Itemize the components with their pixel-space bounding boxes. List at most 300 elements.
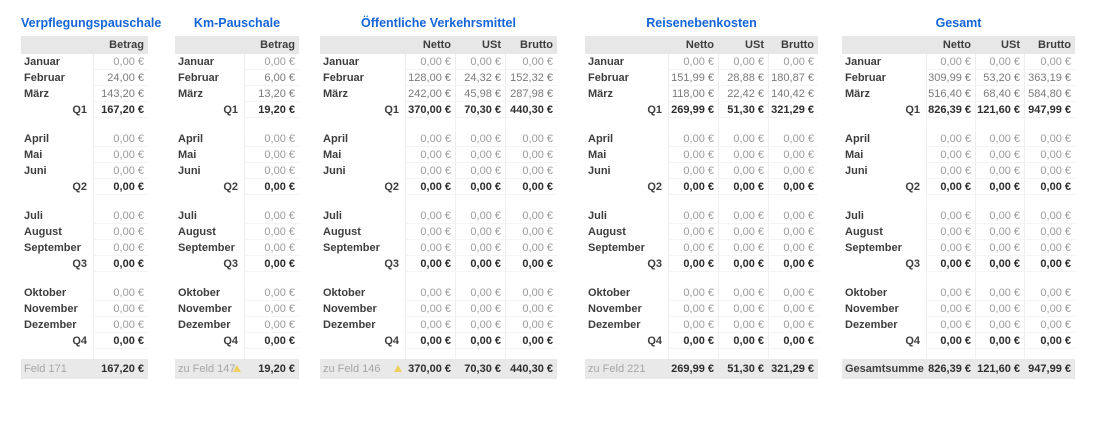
cell-value[interactable]: 0,00 € xyxy=(405,301,455,317)
month-label[interactable]: November xyxy=(24,303,78,315)
cell-value[interactable]: 0,00 € xyxy=(405,317,455,333)
month-label[interactable]: Februar xyxy=(24,72,65,84)
quarter-label[interactable]: Q1 xyxy=(647,104,662,116)
cell-value[interactable]: 0,00 € xyxy=(768,224,818,240)
cell-value[interactable]: 0,00 € xyxy=(1024,163,1075,179)
quarter-label[interactable]: Q1 xyxy=(384,104,399,116)
month-label[interactable]: Juli xyxy=(323,210,342,222)
quarter-total-value[interactable]: 0,00 € xyxy=(505,256,557,272)
quarter-total-value[interactable]: 51,30 € xyxy=(718,102,768,118)
quarter-total-value[interactable]: 121,60 € xyxy=(975,102,1024,118)
quarter-total-value[interactable]: 0,00 € xyxy=(405,256,455,272)
cell-value[interactable]: 0,00 € xyxy=(505,54,557,70)
quarter-label[interactable]: Q1 xyxy=(905,104,920,116)
cell-value[interactable]: 0,00 € xyxy=(93,163,148,179)
month-label[interactable]: Januar xyxy=(588,56,625,68)
cell-value[interactable]: 0,00 € xyxy=(244,163,299,179)
month-label[interactable]: Oktober xyxy=(588,287,631,299)
cell-value[interactable]: 0,00 € xyxy=(668,54,718,70)
spacer-row xyxy=(21,195,148,208)
month-label[interactable]: November xyxy=(323,303,377,315)
cell-value[interactable]: 22,42 € xyxy=(718,86,768,102)
cell-value[interactable]: 0,00 € xyxy=(668,285,718,301)
cell-value[interactable]: 0,00 € xyxy=(244,240,299,256)
header-spacer-cell[interactable] xyxy=(175,36,244,54)
column-header-netto[interactable]: Netto xyxy=(942,39,971,51)
cell-value[interactable]: 0,00 € xyxy=(975,224,1024,240)
month-label[interactable]: November xyxy=(178,303,232,315)
spacer-cell xyxy=(320,349,405,359)
month-label[interactable]: November xyxy=(845,303,899,315)
quarter-total-value[interactable]: 0,00 € xyxy=(668,179,718,195)
cell-value[interactable]: 0,00 € xyxy=(668,224,718,240)
month-label[interactable]: August xyxy=(178,226,216,238)
cell-value[interactable]: 0,00 € xyxy=(768,301,818,317)
cell-value[interactable]: 0,00 € xyxy=(405,240,455,256)
quarter-total-value[interactable]: 321,29 € xyxy=(768,102,818,118)
cell-value[interactable]: 0,00 € xyxy=(718,317,768,333)
cell-value[interactable]: 0,00 € xyxy=(244,224,299,240)
quarter-total-value[interactable]: 19,20 € xyxy=(244,102,299,118)
quarter-total-value[interactable]: 167,20 € xyxy=(93,102,148,118)
month-label[interactable]: März xyxy=(588,88,614,100)
cell-value[interactable]: 0,00 € xyxy=(1024,224,1075,240)
cell-value[interactable]: 24,00 € xyxy=(93,70,148,86)
cell-value[interactable]: 0,00 € xyxy=(926,163,975,179)
month-label[interactable]: Oktober xyxy=(845,287,888,299)
footer-total-value[interactable]: 321,29 € xyxy=(771,363,814,375)
cell-value[interactable]: 0,00 € xyxy=(244,208,299,224)
column-header-ust[interactable]: USt xyxy=(482,39,501,51)
cell-value[interactable]: 0,00 € xyxy=(718,147,768,163)
month-label[interactable]: Juli xyxy=(24,210,43,222)
quarter-label[interactable]: Q1 xyxy=(223,104,238,116)
cell-value[interactable]: 287,98 € xyxy=(505,86,557,102)
spacer-cell xyxy=(244,272,299,285)
cell-value[interactable]: 0,00 € xyxy=(975,131,1024,147)
cell-value[interactable]: 0,00 € xyxy=(405,131,455,147)
header-spacer-cell[interactable] xyxy=(842,36,926,54)
cell-value[interactable]: 0,00 € xyxy=(244,301,299,317)
cell-value[interactable]: 0,00 € xyxy=(244,285,299,301)
month-label[interactable]: April xyxy=(845,133,871,145)
spacer-cell xyxy=(405,195,455,208)
month-label[interactable]: Dezember xyxy=(24,319,77,331)
quarter-total-value[interactable]: 0,00 € xyxy=(718,179,768,195)
cell-value[interactable]: 0,00 € xyxy=(975,54,1024,70)
cell-value[interactable]: 180,87 € xyxy=(768,70,818,86)
month-label[interactable]: Dezember xyxy=(588,319,641,331)
cell-value[interactable]: 0,00 € xyxy=(505,163,557,179)
quarter-total-value[interactable]: 370,00 € xyxy=(405,102,455,118)
footer-label[interactable]: zu Feld 221 xyxy=(588,363,646,375)
cell-value[interactable]: 0,00 € xyxy=(1024,54,1075,70)
month-label[interactable]: April xyxy=(323,133,349,145)
cell-value[interactable]: 28,88 € xyxy=(718,70,768,86)
cell-value[interactable]: 0,00 € xyxy=(93,54,148,70)
month-label[interactable]: September xyxy=(588,242,645,254)
cell-value[interactable]: 0,00 € xyxy=(768,54,818,70)
cell-value[interactable]: 0,00 € xyxy=(455,131,505,147)
cell-value[interactable]: 118,00 € xyxy=(668,86,718,102)
cell-value[interactable]: 0,00 € xyxy=(455,285,505,301)
spacer-cell xyxy=(842,272,926,285)
month-label[interactable]: April xyxy=(178,133,204,145)
month-label[interactable]: Mai xyxy=(845,149,864,161)
quarter-total-value[interactable]: 0,00 € xyxy=(668,256,718,272)
quarter-total-value[interactable]: 0,00 € xyxy=(93,256,148,272)
quarter-label[interactable]: Q2 xyxy=(384,181,399,193)
quarter-label[interactable]: Q3 xyxy=(647,258,662,270)
month-label[interactable]: September xyxy=(24,242,81,254)
quarter-total-value[interactable]: 440,30 € xyxy=(505,102,557,118)
quarter-total-value[interactable]: 0,00 € xyxy=(926,333,975,349)
quarter-total-value[interactable]: 0,00 € xyxy=(975,179,1024,195)
cell-value[interactable]: 0,00 € xyxy=(93,301,148,317)
cell-value[interactable]: 0,00 € xyxy=(926,54,975,70)
month-label[interactable]: Januar xyxy=(323,56,360,68)
quarter-total-value[interactable]: 0,00 € xyxy=(405,333,455,349)
cell-value[interactable]: 0,00 € xyxy=(975,317,1024,333)
cell-value[interactable]: 0,00 € xyxy=(768,317,818,333)
quarter-total-value[interactable]: 0,00 € xyxy=(1024,179,1075,195)
column-header-netto[interactable]: Netto xyxy=(422,39,451,51)
month-label[interactable]: Januar xyxy=(178,56,215,68)
quarter-total-value[interactable]: 0,00 € xyxy=(455,333,505,349)
month-label[interactable]: Dezember xyxy=(323,319,376,331)
cell-value[interactable]: 140,42 € xyxy=(768,86,818,102)
month-label[interactable]: September xyxy=(178,242,235,254)
table-row xyxy=(175,240,299,256)
month-label[interactable]: März xyxy=(178,88,204,100)
cell-value[interactable]: 0,00 € xyxy=(668,317,718,333)
cell-value[interactable]: 0,00 € xyxy=(505,285,557,301)
quarter-total-value[interactable]: 0,00 € xyxy=(975,256,1024,272)
quarter-total-value[interactable]: 70,30 € xyxy=(455,102,505,118)
cell-value[interactable]: 516,40 € xyxy=(926,86,975,102)
cell-value[interactable]: 0,00 € xyxy=(1024,208,1075,224)
month-label[interactable]: März xyxy=(845,88,871,100)
month-label[interactable]: Juli xyxy=(588,210,607,222)
footer-total-value[interactable]: 70,30 € xyxy=(464,363,501,375)
spacer-row xyxy=(320,272,557,285)
month-label[interactable]: Juni xyxy=(178,165,201,177)
quarter-label[interactable]: Q4 xyxy=(905,335,920,347)
cell-value[interactable]: 0,00 € xyxy=(405,163,455,179)
footer-total-value[interactable]: 51,30 € xyxy=(727,363,764,375)
cell-value[interactable]: 0,00 € xyxy=(926,240,975,256)
month-label[interactable]: Januar xyxy=(24,56,61,68)
quarter-total-value[interactable]: 0,00 € xyxy=(975,333,1024,349)
month-label[interactable]: Oktober xyxy=(178,287,221,299)
month-label[interactable]: September xyxy=(845,242,902,254)
month-label[interactable]: August xyxy=(24,226,62,238)
quarter-total-value[interactable]: 0,00 € xyxy=(93,333,148,349)
quarter-total-value[interactable]: 269,99 € xyxy=(668,102,718,118)
cell-value[interactable]: 0,00 € xyxy=(718,224,768,240)
cell-value[interactable]: 6,00 € xyxy=(244,70,299,86)
quarter-total-value[interactable]: 0,00 € xyxy=(718,333,768,349)
month-label[interactable]: Februar xyxy=(845,72,886,84)
quarter-label[interactable]: Q4 xyxy=(647,335,662,347)
column-header-ust[interactable]: USt xyxy=(745,39,764,51)
quarter-total-value[interactable]: 0,00 € xyxy=(505,333,557,349)
month-label[interactable]: September xyxy=(323,242,380,254)
cell-value[interactable]: 0,00 € xyxy=(455,240,505,256)
quarter-total-value[interactable]: 0,00 € xyxy=(1024,256,1075,272)
cell-value[interactable]: 68,40 € xyxy=(975,86,1024,102)
cell-value[interactable]: 24,32 € xyxy=(455,70,505,86)
cell-value[interactable]: 0,00 € xyxy=(93,131,148,147)
month-label[interactable]: April xyxy=(588,133,614,145)
cell-value[interactable]: 0,00 € xyxy=(768,285,818,301)
month-label[interactable]: Juni xyxy=(845,165,868,177)
column-header-brutto[interactable]: Brutto xyxy=(520,39,553,51)
quarter-label[interactable]: Q2 xyxy=(72,181,87,193)
quarter-total-value[interactable]: 0,00 € xyxy=(718,256,768,272)
month-label[interactable]: August xyxy=(588,226,626,238)
quarter-total-value[interactable]: 0,00 € xyxy=(926,179,975,195)
month-label[interactable]: Juli xyxy=(845,210,864,222)
cell-value[interactable]: 0,00 € xyxy=(455,224,505,240)
cell-value[interactable]: 0,00 € xyxy=(93,285,148,301)
quarter-total-row xyxy=(21,256,148,272)
cell-value[interactable]: 128,00 € xyxy=(405,70,455,86)
month-label[interactable]: Juli xyxy=(178,210,197,222)
cell-value[interactable]: 0,00 € xyxy=(405,54,455,70)
cell-value[interactable]: 584,80 € xyxy=(1024,86,1075,102)
cell-value[interactable]: 0,00 € xyxy=(93,224,148,240)
quarter-label[interactable]: Q4 xyxy=(72,335,87,347)
quarter-total-value[interactable]: 0,00 € xyxy=(1024,333,1075,349)
column-header-betrag[interactable]: Betrag xyxy=(260,39,295,51)
cell-value[interactable]: 0,00 € xyxy=(505,301,557,317)
month-label[interactable]: März xyxy=(24,88,50,100)
header-spacer-cell[interactable] xyxy=(585,36,668,54)
cell-value[interactable]: 0,00 € xyxy=(926,208,975,224)
quarter-total-value[interactable]: 0,00 € xyxy=(768,333,818,349)
month-label[interactable]: Oktober xyxy=(24,287,67,299)
footer-total-value[interactable]: 269,99 € xyxy=(671,363,714,375)
cell-value[interactable]: 0,00 € xyxy=(1024,147,1075,163)
quarter-total-value[interactable]: 0,00 € xyxy=(455,179,505,195)
cell-value[interactable]: 0,00 € xyxy=(455,54,505,70)
footer-label[interactable]: Gesamtsumme xyxy=(845,363,924,375)
cell-value[interactable]: 0,00 € xyxy=(668,131,718,147)
cell-value[interactable]: 0,00 € xyxy=(505,208,557,224)
month-label[interactable]: Januar xyxy=(845,56,882,68)
cell-value[interactable]: 0,00 € xyxy=(405,208,455,224)
cell-value[interactable]: 0,00 € xyxy=(668,301,718,317)
quarter-label[interactable]: Q4 xyxy=(384,335,399,347)
cell-value[interactable]: 0,00 € xyxy=(244,131,299,147)
quarter-total-value[interactable]: 0,00 € xyxy=(505,179,557,195)
quarter-label[interactable]: Q2 xyxy=(647,181,662,193)
cell-value[interactable]: 0,00 € xyxy=(505,240,557,256)
cell-value[interactable]: 0,00 € xyxy=(668,147,718,163)
cell-value[interactable]: 0,00 € xyxy=(405,285,455,301)
cell-value[interactable]: 151,99 € xyxy=(668,70,718,86)
month-label[interactable]: Dezember xyxy=(178,319,231,331)
column-header-netto[interactable]: Netto xyxy=(685,39,714,51)
column-header-betrag[interactable]: Betrag xyxy=(109,39,144,51)
cell-value[interactable]: 0,00 € xyxy=(718,301,768,317)
cell-value[interactable]: 0,00 € xyxy=(718,285,768,301)
cell-value[interactable]: 0,00 € xyxy=(93,317,148,333)
cell-value[interactable]: 0,00 € xyxy=(718,208,768,224)
cell-value[interactable]: 0,00 € xyxy=(505,147,557,163)
quarter-total-value[interactable]: 0,00 € xyxy=(768,179,818,195)
cell-value[interactable]: 0,00 € xyxy=(975,285,1024,301)
footer-total-value[interactable]: 947,99 € xyxy=(1028,363,1071,375)
cell-value[interactable]: 0,00 € xyxy=(718,163,768,179)
quarter-total-value[interactable]: 826,39 € xyxy=(926,102,975,118)
panel-verpflegungspauschale xyxy=(21,16,162,379)
cell-value[interactable]: 0,00 € xyxy=(93,208,148,224)
footer-total-value[interactable]: 370,00 € xyxy=(408,363,451,375)
footer-row xyxy=(21,359,148,379)
cell-value[interactable]: 0,00 € xyxy=(244,317,299,333)
cell-value[interactable]: 0,00 € xyxy=(405,147,455,163)
month-label[interactable]: Februar xyxy=(588,72,629,84)
cell-value[interactable]: 0,00 € xyxy=(244,147,299,163)
month-label[interactable]: Mai xyxy=(24,149,43,161)
month-label[interactable]: November xyxy=(588,303,642,315)
cell-value[interactable]: 0,00 € xyxy=(926,285,975,301)
month-label[interactable]: Februar xyxy=(323,72,364,84)
spacer-cell xyxy=(93,118,148,131)
quarter-total-value[interactable]: 0,00 € xyxy=(668,333,718,349)
quarter-total-value[interactable]: 0,00 € xyxy=(768,256,818,272)
cell-value[interactable]: 53,20 € xyxy=(975,70,1024,86)
month-label[interactable]: August xyxy=(845,226,883,238)
footer-total-value[interactable]: 440,30 € xyxy=(510,363,553,375)
cell-value[interactable]: 363,19 € xyxy=(1024,70,1075,86)
cell-value[interactable]: 0,00 € xyxy=(455,301,505,317)
cell-value[interactable]: 0,00 € xyxy=(926,147,975,163)
cell-value[interactable]: 0,00 € xyxy=(668,240,718,256)
cell-value[interactable]: 0,00 € xyxy=(405,224,455,240)
cell-value[interactable]: 0,00 € xyxy=(926,131,975,147)
cell-value[interactable]: 0,00 € xyxy=(668,208,718,224)
month-label[interactable]: Juni xyxy=(24,165,47,177)
footer-total-value[interactable]: 19,20 € xyxy=(258,363,295,375)
quarter-total-value[interactable]: 0,00 € xyxy=(926,256,975,272)
cell-value[interactable]: 0,00 € xyxy=(768,131,818,147)
header-spacer-cell[interactable] xyxy=(320,36,405,54)
quarter-total-value[interactable]: 0,00 € xyxy=(93,179,148,195)
footer-label[interactable]: zu Feld 146 xyxy=(320,359,405,379)
cell-value[interactable]: 0,00 € xyxy=(718,54,768,70)
cell-value[interactable]: 0,00 € xyxy=(1024,301,1075,317)
cell-value[interactable]: 0,00 € xyxy=(768,147,818,163)
column-header-brutto[interactable]: Brutto xyxy=(781,39,814,51)
cell-value[interactable]: 0,00 € xyxy=(1024,131,1075,147)
cell-value[interactable]: 0,00 € xyxy=(718,240,768,256)
cell-value[interactable]: 0,00 € xyxy=(975,147,1024,163)
cell-value[interactable]: 0,00 € xyxy=(93,240,148,256)
month-label[interactable]: März xyxy=(323,88,349,100)
quarter-total-value[interactable]: 0,00 € xyxy=(455,256,505,272)
footer-label[interactable]: zu Feld 147 xyxy=(175,359,244,379)
cell-value[interactable]: 0,00 € xyxy=(1024,317,1075,333)
cell-value[interactable]: 0,00 € xyxy=(975,240,1024,256)
column-header-ust[interactable]: USt xyxy=(1001,39,1020,51)
footer-total-value[interactable]: 121,60 € xyxy=(977,363,1020,375)
month-label[interactable]: Juni xyxy=(323,165,346,177)
quarter-total-value[interactable]: 0,00 € xyxy=(244,179,299,195)
column-header-brutto[interactable]: Brutto xyxy=(1038,39,1071,51)
cell-value[interactable]: 0,00 € xyxy=(455,208,505,224)
cell-value[interactable]: 0,00 € xyxy=(926,317,975,333)
cell-value[interactable]: 0,00 € xyxy=(975,208,1024,224)
cell-value[interactable]: 0,00 € xyxy=(505,224,557,240)
month-label[interactable]: Mai xyxy=(588,149,607,161)
cell-value[interactable]: 143,20 € xyxy=(93,86,148,102)
quarter-label[interactable]: Q3 xyxy=(905,258,920,270)
cell-value[interactable]: 0,00 € xyxy=(768,208,818,224)
cell-value[interactable]: 0,00 € xyxy=(244,54,299,70)
cell-value[interactable]: 45,98 € xyxy=(455,86,505,102)
footer-total-value[interactable]: 826,39 € xyxy=(928,363,971,375)
cell-value[interactable]: 242,00 € xyxy=(405,86,455,102)
month-label[interactable]: Oktober xyxy=(323,287,366,299)
footer-label[interactable]: Feld 171 xyxy=(24,363,67,375)
month-label[interactable]: Juni xyxy=(588,165,611,177)
quarter-label[interactable]: Q3 xyxy=(223,258,238,270)
cell-value[interactable]: 0,00 € xyxy=(668,163,718,179)
cell-value[interactable]: 0,00 € xyxy=(455,317,505,333)
quarter-label[interactable]: Q1 xyxy=(72,104,87,116)
header-spacer-cell[interactable] xyxy=(21,36,93,54)
cell-value[interactable]: 0,00 € xyxy=(505,317,557,333)
cell-value[interactable]: 0,00 € xyxy=(455,147,505,163)
cell-value[interactable]: 0,00 € xyxy=(93,147,148,163)
cell-value[interactable]: 0,00 € xyxy=(768,240,818,256)
cell-value[interactable]: 0,00 € xyxy=(455,163,505,179)
cell-value[interactable]: 0,00 € xyxy=(926,301,975,317)
footer-row xyxy=(585,359,818,379)
quarter-total-value[interactable]: 0,00 € xyxy=(244,333,299,349)
month-label[interactable]: August xyxy=(323,226,361,238)
month-label[interactable]: April xyxy=(24,133,50,145)
quarter-label[interactable]: Q3 xyxy=(384,258,399,270)
quarter-total-value[interactable]: 947,99 € xyxy=(1024,102,1075,118)
cell-value[interactable]: 0,00 € xyxy=(975,163,1024,179)
quarter-label[interactable]: Q2 xyxy=(905,181,920,193)
quarter-total-value[interactable]: 0,00 € xyxy=(405,179,455,195)
cell-value[interactable]: 0,00 € xyxy=(718,131,768,147)
quarter-label[interactable]: Q4 xyxy=(223,335,238,347)
month-label[interactable]: Mai xyxy=(323,149,342,161)
cell-value[interactable]: 309,99 € xyxy=(926,70,975,86)
quarter-label[interactable]: Q2 xyxy=(223,181,238,193)
quarter-total-value[interactable]: 0,00 € xyxy=(244,256,299,272)
cell-value[interactable]: 0,00 € xyxy=(926,224,975,240)
footer-total-value[interactable]: 167,20 € xyxy=(101,363,144,375)
cell-value[interactable]: 152,32 € xyxy=(505,70,557,86)
cell-value[interactable]: 0,00 € xyxy=(768,163,818,179)
cell-value[interactable]: 0,00 € xyxy=(1024,285,1075,301)
cell-value[interactable]: 13,20 € xyxy=(244,86,299,102)
month-label[interactable]: Mai xyxy=(178,149,197,161)
month-label[interactable]: Dezember xyxy=(845,319,898,331)
month-label[interactable]: Februar xyxy=(178,72,219,84)
quarter-label[interactable]: Q3 xyxy=(72,258,87,270)
cell-value[interactable]: 0,00 € xyxy=(1024,240,1075,256)
cell-value[interactable]: 0,00 € xyxy=(505,131,557,147)
cell-value[interactable]: 0,00 € xyxy=(975,301,1024,317)
